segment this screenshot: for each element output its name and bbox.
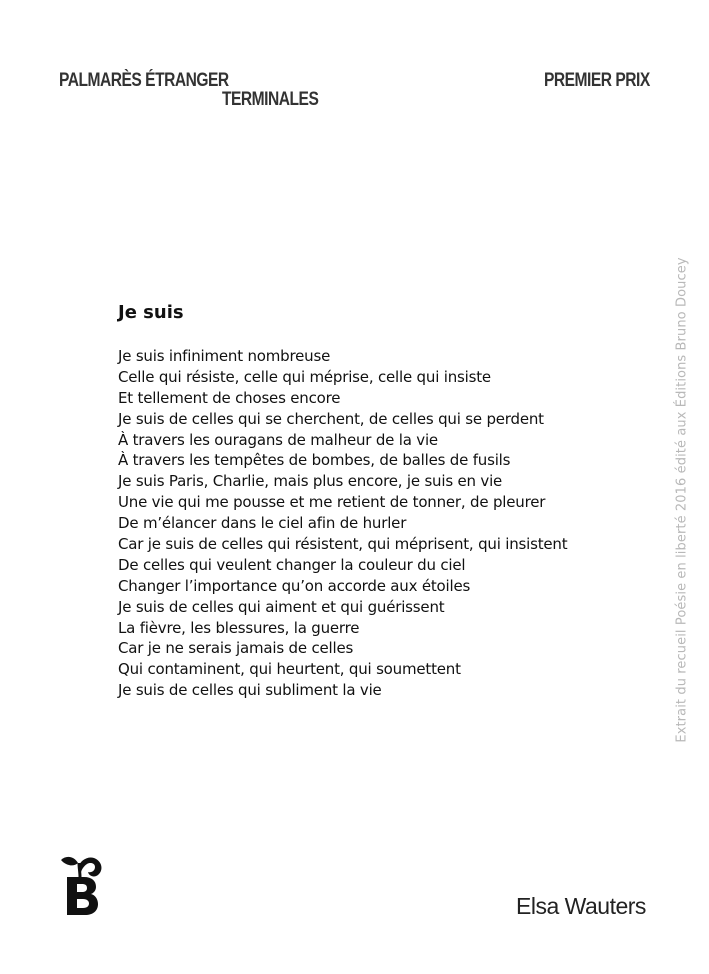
poem-line: Je suis de celles qui aiment et qui guérissent bbox=[118, 597, 445, 616]
poem-line: Une vie qui me pousse et me retient de tonner, de pleurer bbox=[118, 493, 546, 512]
poem-line: À travers les ouragans de malheur de la vie bbox=[118, 430, 438, 449]
poem-line: Qui contaminent, qui heurtent, qui soumettent bbox=[118, 660, 461, 679]
poem-line: De m’élancer dans le ciel afin de hurler bbox=[118, 514, 407, 533]
poem-line: Je suis Paris, Charlie, mais plus encore, je suis en vie bbox=[118, 472, 503, 491]
poem-line: Et tellement de choses encore bbox=[118, 388, 341, 407]
header-category: PALMARÈS ÉTRANGER bbox=[59, 70, 229, 91]
poem-line: Changer l’importance qu’on accorde aux étoiles bbox=[118, 576, 471, 595]
author-name: Elsa Wauters bbox=[516, 893, 646, 919]
header-prize: PREMIER PRIX bbox=[544, 70, 650, 91]
poem-line: Celle qui résiste, celle qui méprise, celle qui insiste bbox=[118, 367, 491, 386]
poem-line: De celles qui veulent changer la couleur du ciel bbox=[118, 555, 466, 574]
side-note: Extrait du recueil Poésie en liberté 2016 édité aux Éditions Bruno Doucey bbox=[674, 257, 690, 743]
poem-line: La fièvre, les blessures, la guerre bbox=[118, 618, 360, 637]
poem-line: Je suis de celles qui se cherchent, de celles qui se perdent bbox=[118, 409, 544, 428]
poem-title: Je suis bbox=[118, 302, 184, 323]
header-level: TERMINALES bbox=[222, 89, 319, 110]
poem-line: Je suis infiniment nombreuse bbox=[118, 347, 331, 365]
poem-line: Car je ne serais jamais de celles bbox=[118, 639, 354, 658]
poem-line: Car je suis de celles qui résistent, qui méprisent, qui insistent bbox=[118, 535, 568, 554]
publisher-b-logo-icon bbox=[58, 854, 108, 916]
poem-body bbox=[118, 346, 567, 701]
poem-line: Je suis de celles qui subliment la vie bbox=[118, 681, 382, 700]
poem-line: À travers les tempêtes de bombes, de balles de fusils bbox=[118, 451, 511, 470]
